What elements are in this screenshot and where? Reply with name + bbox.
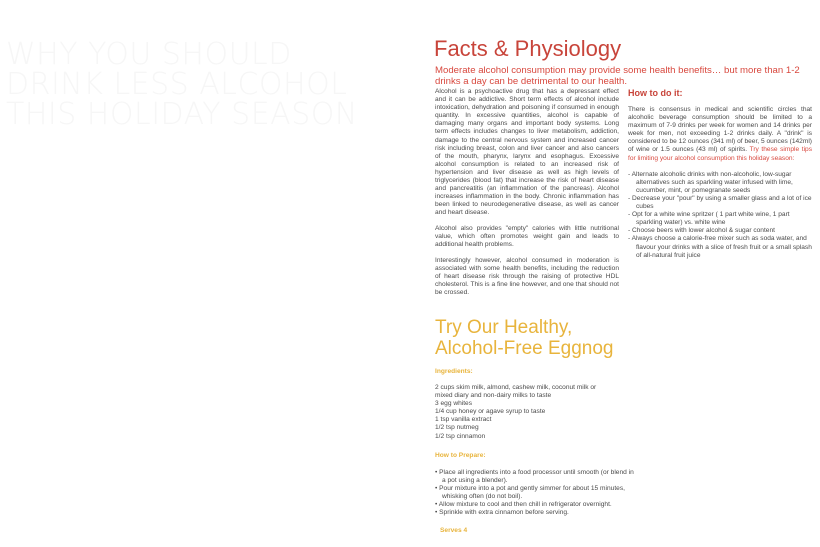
eggnog-title-line-1: Try Our Healthy,: [435, 317, 573, 338]
ingredients-list: [435, 384, 635, 441]
serves-label: Serves 4: [440, 527, 468, 534]
list-item: mixed diary and non-dairy milks to taste: [435, 392, 552, 400]
list-item: - Always choose a calorie-free mixer such as soda water, and flavour your drinks with a slice of fresh fruit or a small splash of all-natural fruit juice: [628, 235, 812, 259]
eggnog-title: [435, 317, 614, 359]
facts-subtitle: Moderate alcohol consumption may provide some health benefits… but more than 1-2 drinks a day can be detrimental to our health.: [435, 65, 800, 87]
facts-paragraph-1: Alcohol is a psychoactive drug that has a depressant effect and it can be addictive. Short term effects of alcohol include intoxication, dehydration and poisoning if consumed in enough quantity. In excessive quantities, alcohol is capable of damaging many organs and important body systems. Long term effects includes changes to liver metabolism, addiction, damage to the central nervous system and increased cancer risk including breast, colon and liver cancer and also cancers of the mouth, pharynx, larynx and esophagus. Excessive alcohol consumption is related to an increased risk of hypertension and liver disease as well as high levels of triglycerides (blood fat) that increase the risk of heart disease and pancreatitis (an inflammation of the pancreas). Alcohol increases inflammation in the body. Chronic inflammation has been linked to neurodegenerative disease, as well as cancer and heart disease.: [435, 88, 619, 217]
list-item: - Alternate alcoholic drinks with non-alcoholic, low-sugar alternatives such as sparkling water infused with lime, cucumber, mint, or pomegranate seeds: [628, 170, 793, 194]
howto-section: [628, 88, 812, 260]
list-item: 1/4 cup honey or agave syrup to taste: [435, 408, 546, 416]
list-item: 1/2 tsp nutmeg: [435, 424, 479, 432]
prepare-label: How to Prepare:: [435, 452, 486, 459]
cover-title-line-3: THIS HOLIDAY SEASON: [6, 97, 358, 132]
tips-link[interactable]: Try these simple tips for limiting your alcohol consumption this holiday season:: [628, 146, 812, 162]
facts-paragraph-3: Interestingly however, alcohol consumed in moderation is associated with some health benefits, including the reduction of heart disease risk through the raising of protective HDL cholesterol. This is a fine line however, and one that should not be crossed.: [435, 256, 619, 297]
facts-title: Facts & Physiology: [434, 36, 622, 61]
tips-list: [628, 171, 812, 260]
prepare-steps: [435, 469, 635, 518]
ingredients-label: Ingredients:: [435, 368, 473, 375]
howto-title: How to do it:: [628, 88, 683, 98]
list-item: • Allow mixture to cool and then chill in refrigerator overnight.: [435, 501, 612, 509]
list-item: 2 cups skim milk, almond, cashew milk, coconut milk or: [435, 384, 597, 391]
list-item: 1/2 tsp cinnamon: [435, 432, 486, 440]
howto-body-text: There is consensus in medical and scientific circles that alcoholic beverage consumption should be limited to a maximum of 7-9 drinks per week for women and 14 drinks per week for men, not exceeding 1-2 drinks daily. A "drink" is considered to be 12 ounces (341 ml) of beer, 5 ounces (142ml) of wine or 1.5 ounces (43 ml) of spirits.: [628, 106, 812, 154]
list-item: • Place all ingredients into a food processor until smooth (or blend in a pot using a blender).: [435, 469, 634, 485]
list-item: - Opt for a white wine spritzer ( 1 part white wine, 1 part sparkling water) vs. white wine: [628, 211, 790, 227]
howto-body: [628, 106, 812, 163]
list-item: • Sprinkle with extra cinnamon before serving.: [435, 509, 569, 517]
list-item: 3 egg whites: [435, 400, 473, 408]
facts-paragraph-2: Alcohol also provides "empty" calories with little nutritional value, which often promotes weight gain and leads to additional health problems.: [435, 225, 619, 249]
facts-body: [435, 88, 619, 305]
eggnog-title-line-2: Alcohol-Free Eggnog: [435, 338, 614, 359]
cover-title-line-2: DRINK LESS ALCOHOL: [6, 67, 348, 102]
list-item: - Choose beers with lower alcohol & sugar content: [628, 227, 775, 235]
cover-title: [6, 37, 406, 132]
list-item: 1 tsp vanilla extract: [435, 416, 492, 424]
cover-title-line-1: WHY YOU SHOULD: [6, 37, 292, 72]
list-item: - Decrease your "pour" by using a smaller glass and a lot of ice cubes: [628, 194, 812, 211]
list-item: • Pour mixture into a pot and gently simmer for about 15 minutes, whisking often (do not boil).: [435, 485, 625, 501]
